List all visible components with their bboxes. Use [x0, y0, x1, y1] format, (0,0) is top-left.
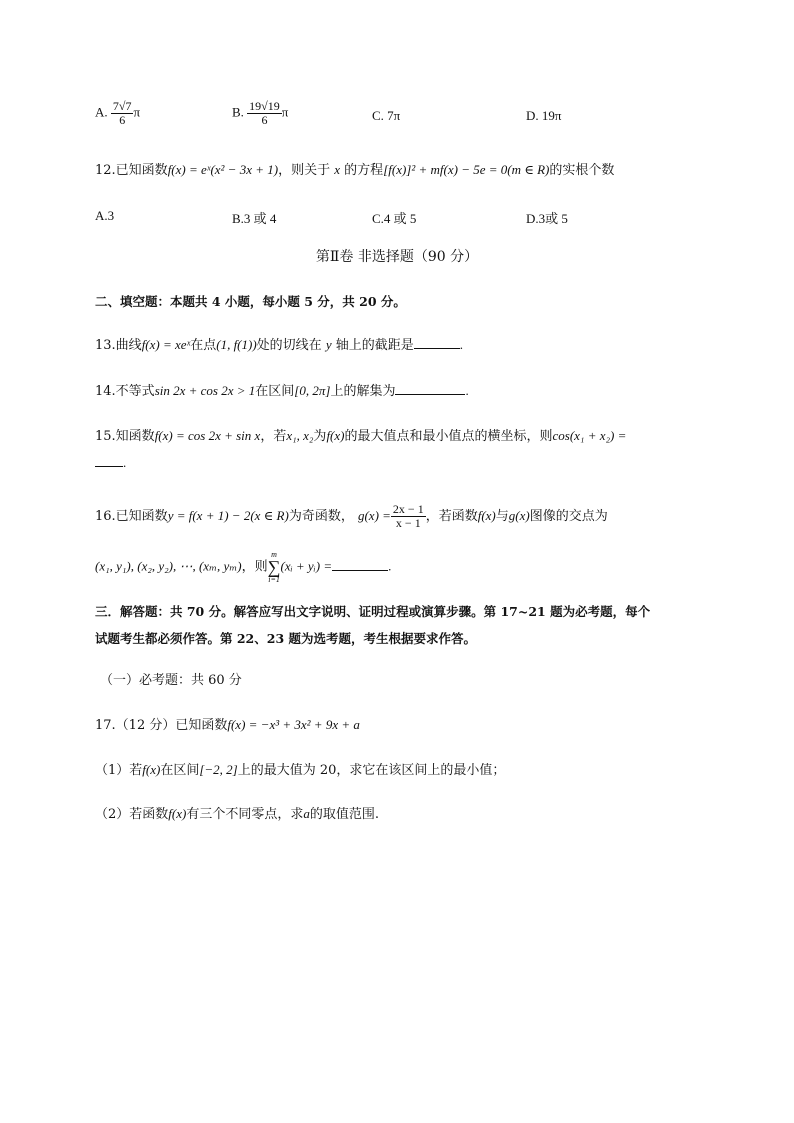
q17-part1-interval: [−2, 2]: [199, 762, 238, 777]
q11-option-d: D. 19π: [526, 108, 562, 123]
denominator: 6: [261, 113, 268, 127]
q17-prefix: 17.（12 分）已知函数: [95, 718, 228, 733]
q14-text: 上的解集为: [330, 384, 396, 399]
q16-sum-expression: (xᵢ + yᵢ) =: [280, 558, 333, 574]
q13-variable: y: [325, 337, 332, 352]
q16-text: 图像的交点为: [529, 509, 608, 524]
fill-in-header: 二、填空题：本题共 4 小题，每小题 5 分，共 20 分。: [95, 294, 406, 309]
answer-blank[interactable]: [332, 558, 388, 571]
solve-header-line1: 三．解答题：共 70 分。解答应写出文字说明、证明过程或演算步骤。第 17~21 题为必考题，每个: [95, 604, 651, 619]
pi-symbol: π: [281, 104, 289, 120]
q12-text: 的实根个数: [549, 163, 615, 178]
q17-part2-text: 的取值范围.: [309, 807, 379, 822]
q17-part1-f: f(x): [142, 762, 161, 777]
q13-text: 处的切线在: [256, 338, 322, 353]
q14-prefix: 14.不等式: [95, 384, 155, 399]
q14-stem: [95, 382, 469, 401]
q16-text: 为奇函数，: [288, 509, 354, 524]
q17-part2-text: 有三个不同零点，求: [186, 807, 304, 822]
answer-blank[interactable]: [95, 454, 123, 467]
option-label: B.: [232, 104, 244, 120]
numerator: 19√19: [249, 99, 280, 113]
q12-option-a: A.3: [95, 208, 115, 223]
q17-part2-prefix: （2）若函数: [95, 807, 169, 822]
q17-function: f(x) = −x³ + 3x² + 9x + a: [227, 717, 360, 732]
q16-points: (x₁, y₁), (x₂, y₂), ⋯, (xₘ, yₘ): [95, 558, 242, 574]
q12-text: 的方程: [344, 163, 384, 178]
fraction: [111, 100, 134, 127]
q12-option-d: D.3或 5: [526, 211, 568, 226]
q12-text: ，则关于: [278, 163, 331, 178]
q15-text: 的最大值点和最小值点的横坐标，则: [344, 429, 553, 444]
q13-prefix: 13.曲线: [95, 338, 142, 353]
sum-sign: ∑: [267, 557, 281, 577]
answer-blank[interactable]: [414, 336, 460, 349]
q15-end: .: [123, 455, 127, 470]
pi-symbol: π: [133, 104, 141, 120]
q15-stem: [95, 427, 626, 446]
q17-part1: [95, 761, 505, 780]
q16-g-left: g(x) =: [357, 508, 391, 523]
q13-text: 轴上的截距是: [335, 338, 414, 353]
sum-lower: i=1: [268, 575, 280, 584]
q16-stem: [95, 503, 608, 530]
q12-variable: x: [334, 162, 341, 177]
q16-g: g(x): [508, 508, 530, 523]
q17-part1-text: 上的最大值为 20，求它在该区间上的最小值；: [237, 763, 506, 778]
q16-text: ，若函数: [425, 509, 478, 524]
q12-prefix: 12.已知函数: [95, 163, 168, 178]
q12-function: f(x) = eˣ(x² − 3x + 1): [167, 162, 279, 177]
answer-blank[interactable]: [395, 382, 465, 395]
q16-text: 与: [495, 509, 509, 524]
fraction: [247, 100, 282, 127]
solve-header-line2: 试题考生都必须作答。第 22、23 题为选考题，考生根据要求作答。: [95, 631, 476, 646]
q15-prefix: 15.知函数: [95, 429, 155, 444]
q15-text: 为: [313, 429, 327, 444]
q16-fraction: [391, 503, 426, 530]
required-header: （一）必考题：共 60 分: [100, 673, 242, 688]
q13-stem: 13.曲线f(x) = xeˣ在点(1, f(1))处的切线在 y 轴上的截距是 .: [95, 337, 464, 353]
numerator: 7√7: [112, 99, 132, 113]
q13-point: (1, f(1)): [216, 337, 257, 352]
q12-equation: [f(x)]² + mf(x) − 5e = 0(m ∈ R): [383, 162, 550, 177]
q15-f: f(x): [326, 428, 345, 443]
sum-upper: m: [271, 550, 277, 559]
q15-variables: x₁, x₂: [286, 428, 314, 443]
q16-text: ，则: [241, 559, 268, 575]
q14-inequality: sin 2x + cos 2x > 1: [154, 383, 256, 398]
q17-part1-prefix: （1）若: [95, 763, 143, 778]
q12-option-c: C.4 或 5: [372, 211, 417, 226]
q17-stem: [95, 716, 360, 735]
summation: [268, 550, 281, 584]
q15-text: ，若: [260, 429, 287, 444]
q16-end: .: [388, 558, 392, 574]
denominator: 6: [119, 113, 126, 127]
numerator: 2x − 1: [392, 502, 424, 516]
q14-text: 在区间: [255, 384, 295, 399]
q16-stem-2: [95, 550, 391, 584]
q15-answer-line: [95, 454, 126, 473]
q17-part2-variable: a: [303, 806, 310, 821]
q15-function: f(x) = cos 2x + sin x: [154, 428, 261, 443]
q17-part1-text: 在区间: [160, 763, 200, 778]
q13-text: 在点: [190, 338, 217, 353]
q15-expression: cos(x₁ + x₂) =: [552, 428, 627, 443]
q17-part2-f: f(x): [168, 806, 187, 821]
q11-option-a: [95, 100, 140, 127]
q16-f: f(x): [477, 508, 496, 523]
q16-function: y = f(x + 1) − 2(x ∈ R): [167, 508, 289, 523]
q14-interval: [0, 2π]: [294, 383, 331, 398]
q13-function: f(x) = xeˣ: [141, 337, 191, 352]
q11-option-c: C. 7π: [372, 108, 401, 123]
q14-end: .: [465, 383, 469, 398]
q12-stem: [95, 161, 614, 180]
section-title: 第Ⅱ卷 非选择题（90 分）: [315, 249, 479, 265]
q16-prefix: 16.已知函数: [95, 509, 168, 524]
denominator: x − 1: [395, 516, 421, 530]
q11-option-b: [232, 100, 288, 127]
option-label: A.: [95, 104, 108, 120]
q17-part2: [95, 805, 379, 824]
q12-option-b: B.3 或 4: [232, 211, 277, 226]
